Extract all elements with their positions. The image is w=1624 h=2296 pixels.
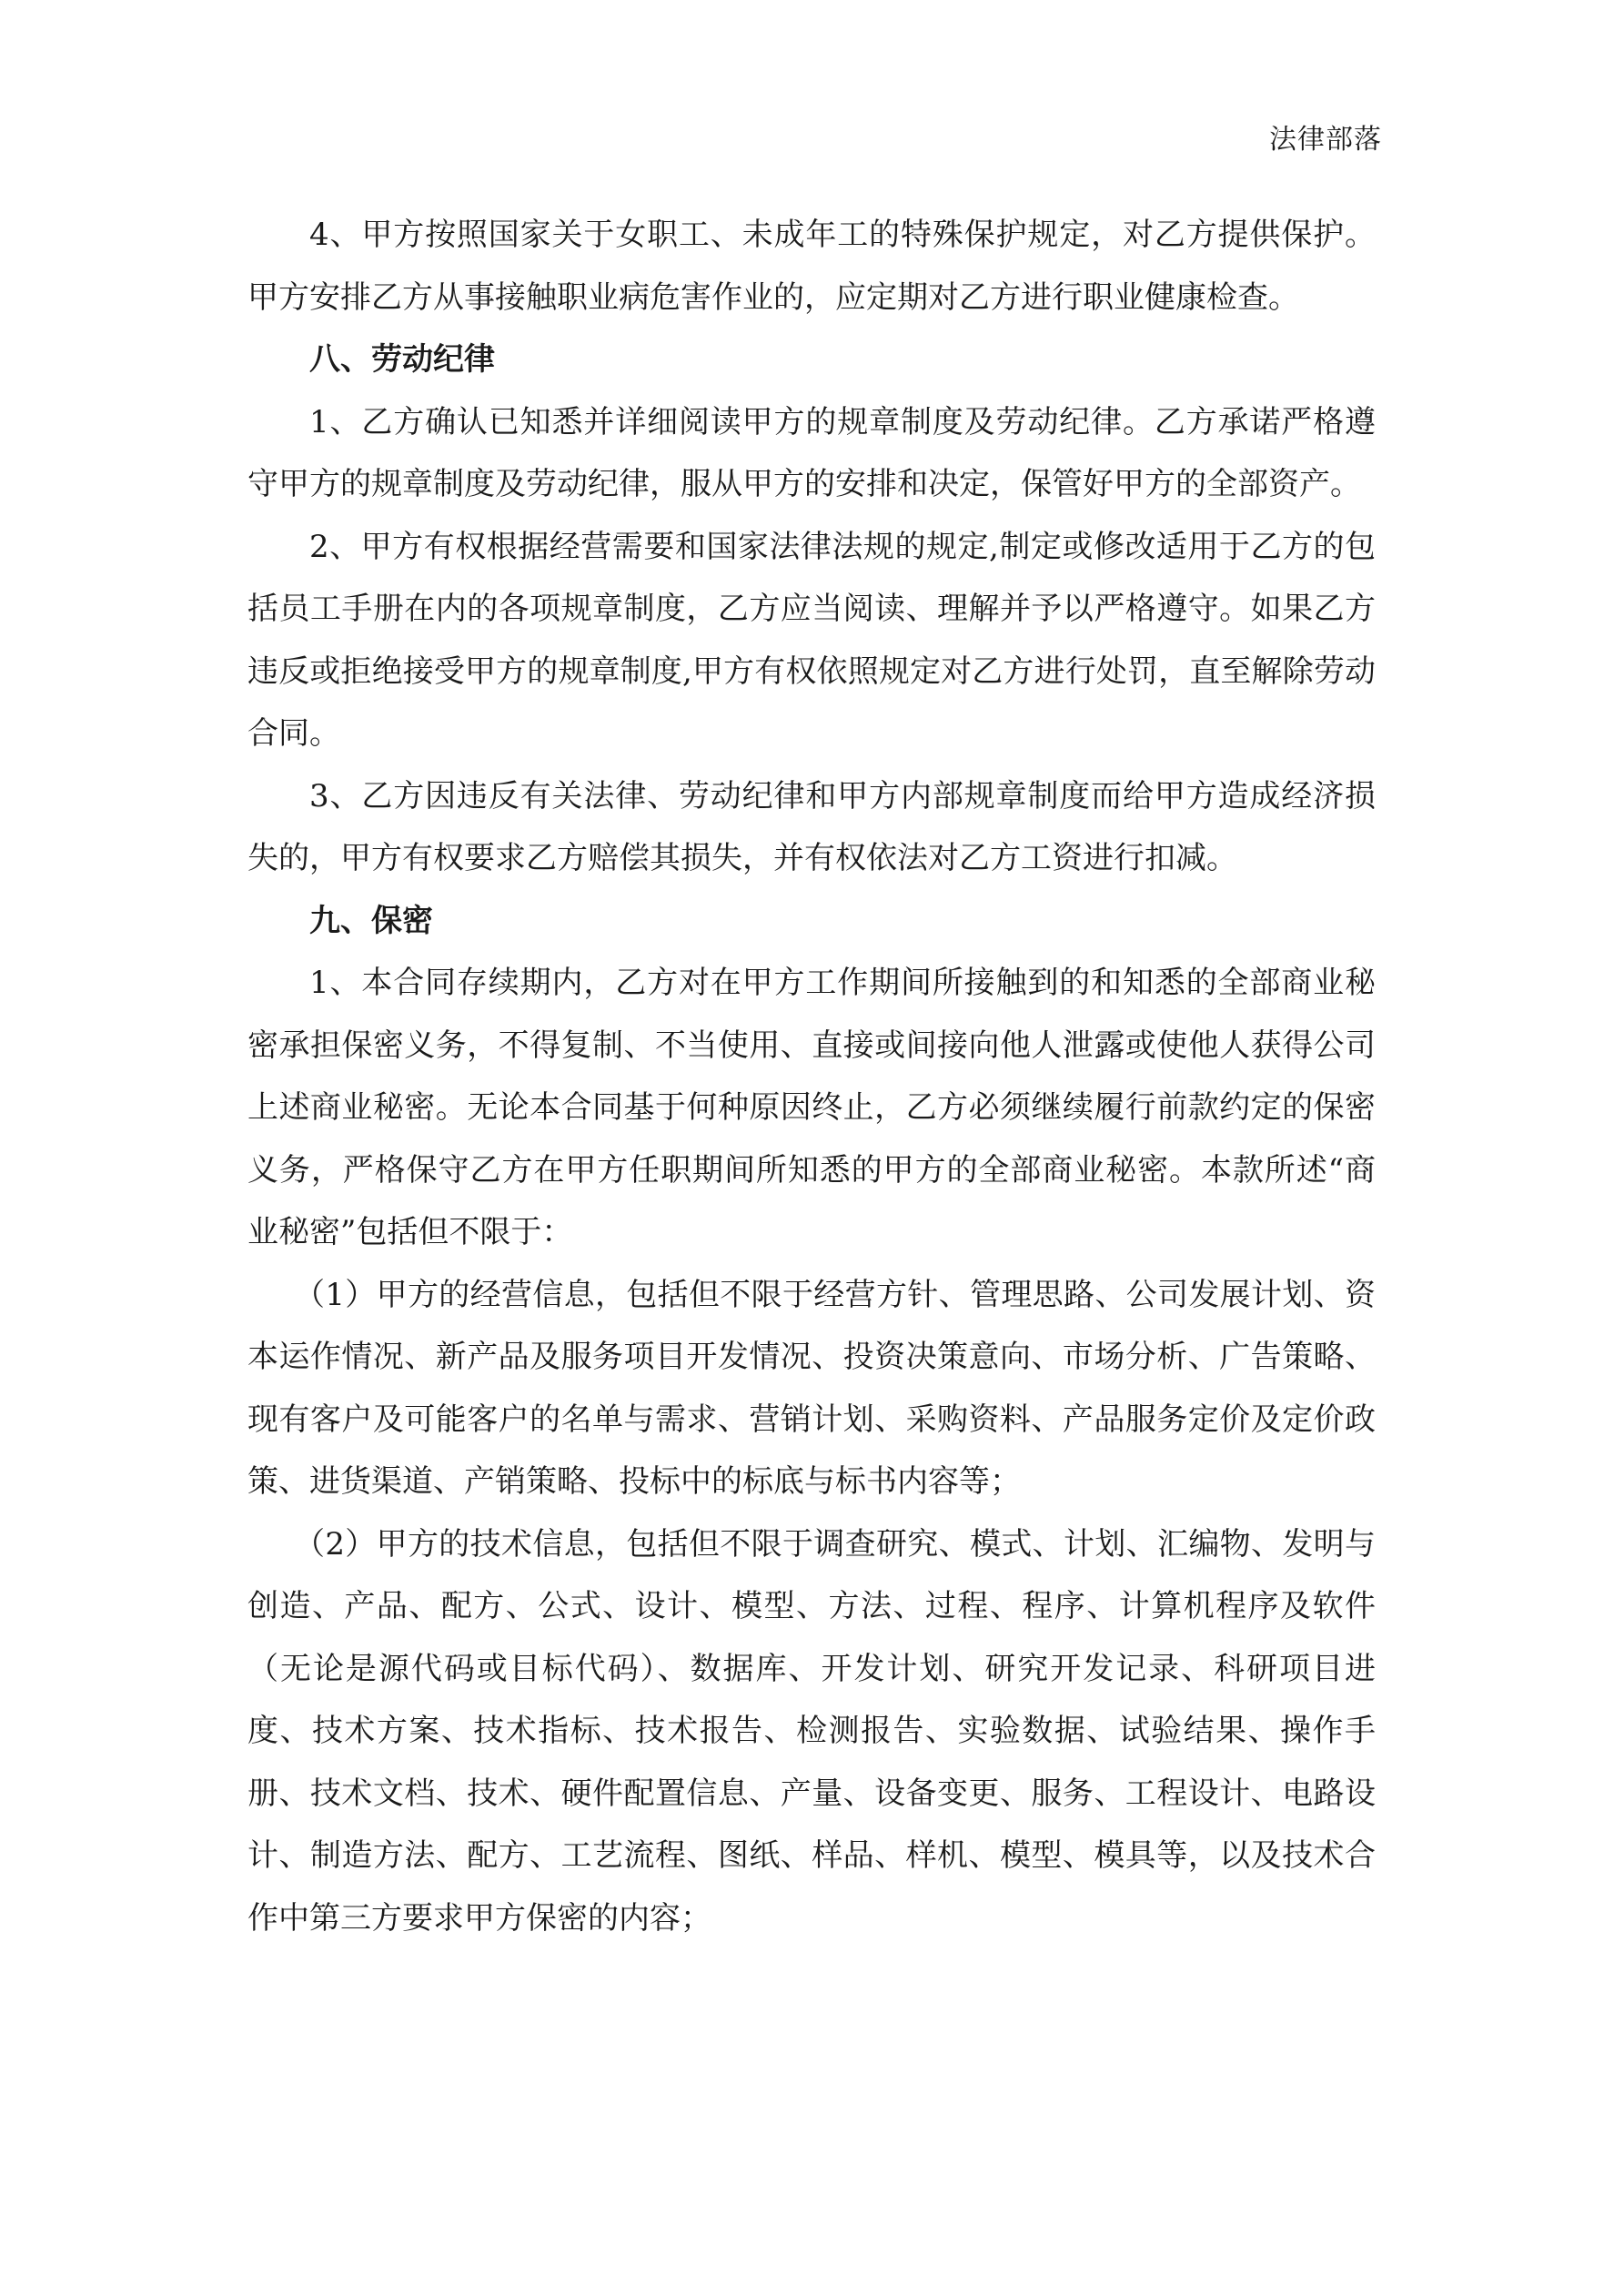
clause-9-1: 1、本合同存续期内，乙方对在甲方工作期间所接触到的和知悉的全部商业秘密承担保密义务，不得复制、不当使用、直接或间接向他人泄露或使他人获得公司上述商业秘密。无论本合同基于何种原因终止，乙方必须继续履行前款约定的保密义务，严格保守乙方在甲方任职期间所知悉的甲方的全部商业秘密。本款所述“商业秘密”包括但不限于：	[247, 965, 1376, 1250]
document-body	[247, 204, 1376, 1949]
section-heading-labor-discipline: 八、劳动纪律	[309, 341, 495, 378]
clause-9-1-item-2: （2）甲方的技术信息，包括但不限于调查研究、模式、计划、汇编物、发明与创造、产品、配方、公式、设计、模型、方法、过程、程序、计算机程序及软件（无论是源代码或目标代码）、数据库、开发计划、研究开发记录、科研项目进度、技术方案、技术指标、技术报告、检测报告、实验数据、试验结果、操作手册、技术文档、技术、硬件配置信息、产量、设备变更、服务、工程设计、电路设计、制造方法、配方、工艺流程、图纸、样品、样机、模型、模具等，以及技术合作中第三方要求甲方保密的内容；	[247, 1525, 1376, 1937]
clause-8-1: 1、乙方确认已知悉并详细阅读甲方的规章制度及劳动纪律。乙方承诺严格遵守甲方的规章制度及劳动纪律，服从甲方的安排和决定，保管好甲方的全部资产。	[247, 403, 1376, 502]
section-heading-confidentiality: 九、保密	[309, 902, 433, 939]
clause-8-3: 3、乙方因违反有关法律、劳动纪律和甲方内部规章制度而给甲方造成经济损失的，甲方有权要求乙方赔偿其损失，并有权依法对乙方工资进行扣减。	[247, 777, 1376, 876]
clause-8-2: 2、甲方有权根据经营需要和国家法律法规的规定,制定或修改适用于乙方的包括员工手册在内的各项规章制度，乙方应当阅读、理解并予以严格遵守。如果乙方违反或拒绝接受甲方的规章制度,甲方有权依照规定对乙方进行处罚，直至解除劳动合同。	[247, 528, 1376, 752]
page-header: 法律部落	[1269, 124, 1382, 156]
clause-9-1-item-1: （1）甲方的经营信息，包括但不限于经营方针、管理思路、公司发展计划、资本运作情况、新产品及服务项目开发情况、投资决策意向、市场分析、广告策略、现有客户及可能客户的名单与需求、营销计划、采购资料、产品服务定价及定价政策、进货渠道、产销策略、投标中的标底与标书内容等；	[247, 1276, 1376, 1500]
clause-7-4: 4、甲方按照国家关于女职工、未成年工的特殊保护规定，对乙方提供保护。甲方安排乙方从事接触职业病危害作业的，应定期对乙方进行职业健康检查。	[247, 217, 1376, 316]
